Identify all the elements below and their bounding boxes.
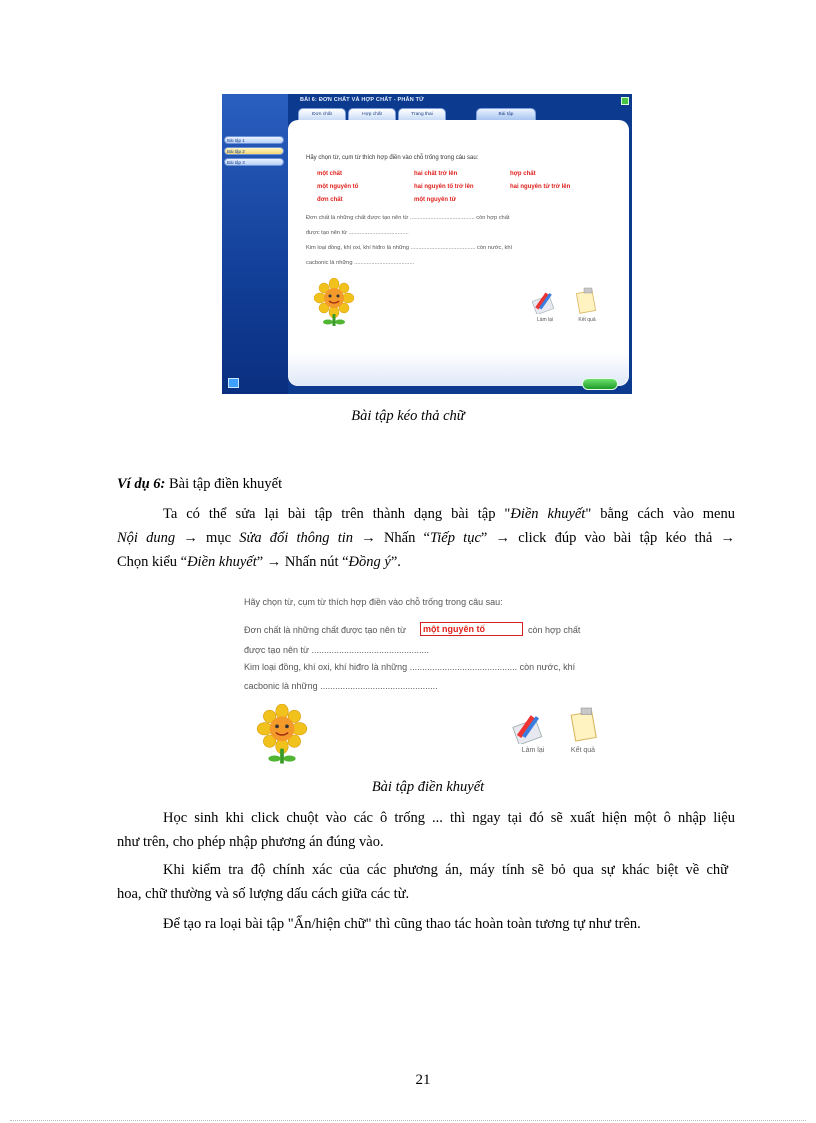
close-icon[interactable] — [621, 97, 629, 105]
text-span: ” → Nhấn nút “ — [256, 554, 349, 570]
answer-input[interactable]: một nguyên tố — [420, 622, 523, 636]
sidebar-item-exercise-3[interactable]: Bài tập 3 — [224, 158, 284, 166]
tab-compound[interactable]: Hợp chất — [348, 108, 396, 120]
paragraph-2-line-2: như trên, cho phép nhập phương án đúng vào. — [117, 834, 384, 850]
paragraph-3-line-1: Khi kiểm tra độ chính xác của các phương án, máy tính sẽ bỏ qua sự khác biệt về chữ — [163, 862, 728, 878]
result-icon[interactable] — [568, 704, 602, 746]
option-word[interactable]: hai nguyên tố trở lên — [414, 184, 474, 190]
next-button[interactable] — [582, 378, 618, 390]
question-text: Hãy chọn từ, cụm từ thích hợp điền vào chỗ trống trong câu sau: — [244, 597, 503, 607]
drag-drop-exercise-screenshot — [222, 94, 632, 394]
text-span: Chọn kiểu “ — [117, 554, 188, 570]
lesson-title: BÀI 6: ĐƠN CHẤT VÀ HỢP CHẤT - PHÂN TỬ — [300, 97, 424, 103]
sidebar-item-exercise-1[interactable]: Bài tập 1 — [224, 136, 284, 144]
text-span: Đồng ý — [348, 554, 391, 570]
text-span: ”. — [390, 554, 401, 570]
text-span: " bằng cách vào menu — [585, 506, 735, 522]
paragraph-1-line-2 — [117, 530, 735, 547]
text-span: Tiếp tục — [430, 530, 481, 546]
text-span: ” → click đúp vào bài tập kéo thả → — [480, 530, 736, 546]
paragraph-3-line-2: hoa, chữ thường và số lượng dấu cách giữa các từ. — [117, 886, 410, 902]
text-span: Điền khuyết — [187, 554, 257, 570]
sentence-line: được tạo nên từ ............................................... — [244, 645, 430, 655]
sunflower-icon — [254, 704, 310, 766]
text-span: → Nhấn “ — [353, 530, 430, 546]
sentence-line: cacbonic là những ...................................... — [306, 260, 415, 266]
text-span: Điền khuyết — [510, 506, 586, 522]
tab-status[interactable]: Trang thai — [398, 108, 446, 120]
option-word[interactable]: hai chất trở lên — [414, 171, 458, 177]
sunflower-icon — [314, 278, 354, 328]
sentence-line: Kim loại đồng, khí oxi, khí hiđro là những ........................................... còn nước, khí — [244, 662, 576, 672]
tab-element[interactable]: Đơn chất — [298, 108, 346, 120]
option-word[interactable]: một nguyên tử — [414, 197, 457, 203]
redo-button-label[interactable]: Làm lại — [536, 317, 554, 323]
paragraph-2-line-1: Học sinh khi click chuột vào các ô trống ... thì ngay tại đó sẽ xuất hiện một ô nhập liệu — [163, 810, 735, 826]
text-span: → mục — [175, 530, 240, 546]
sentence-line: cacbonic là những ............................................... — [244, 681, 438, 691]
result-icon[interactable] — [574, 286, 600, 316]
figure-caption-2: Bài tập điền khuyết — [371, 779, 485, 795]
tab-exercise[interactable]: Bài tập — [476, 108, 536, 120]
sentence-line: Kim loại đồng, khí oxi, khí hiđro là những ......................................... còn nước, khí — [306, 245, 513, 251]
paragraph-4: Để tạo ra loại bài tập "Ẩn/hiện chữ" thì cũng thao tác hoàn toàn tương tự như trên. — [163, 916, 641, 932]
page-number: 21 — [415, 1072, 431, 1088]
figure-caption-1: Bài tập kéo thả chữ — [351, 408, 465, 424]
example-label: Ví dụ 6: — [117, 476, 166, 492]
option-word[interactable]: đơn chất — [317, 197, 343, 203]
text-span: Sửa đổi thông tin — [239, 530, 354, 546]
footer-divider — [10, 1120, 806, 1121]
redo-button-label[interactable]: Làm lại — [521, 747, 545, 754]
sidebar-item-exercise-2[interactable]: Bài tập 2 — [224, 147, 284, 155]
result-button-label[interactable]: Kết quả — [570, 747, 596, 754]
redo-icon[interactable] — [512, 712, 548, 744]
text-span: Nội dung — [117, 530, 176, 546]
example-title: Bài tập điền khuyết — [165, 476, 283, 492]
sentence-line: còn hợp chất — [528, 625, 581, 635]
sentence-line: Đơn chất là những chất được tạo nên từ ......................................... còn hợp chất — [306, 215, 510, 221]
option-word[interactable]: một nguyên tố — [317, 184, 359, 190]
redo-icon[interactable] — [532, 290, 558, 314]
option-word[interactable]: hợp chất — [510, 171, 536, 177]
paragraph-1-line-3 — [117, 554, 401, 571]
home-icon[interactable] — [228, 378, 239, 388]
paragraph-1-line-1 — [163, 506, 735, 523]
sentence-line: Đơn chất là những chất được tạo nên từ — [244, 625, 406, 635]
option-word[interactable]: một chất — [317, 171, 343, 177]
sentence-line: được tạo nên từ ...................................... — [306, 230, 409, 236]
option-word[interactable]: hai nguyên tử trở lên — [510, 184, 571, 190]
card-footer — [288, 352, 629, 386]
text-span: Ta có thể sửa lại bài tập trên thành dạng bài tập " — [163, 506, 511, 522]
example-heading — [117, 476, 282, 493]
question-text: Hãy chọn từ, cụm từ thích hợp điền vào chỗ trống trong câu sau: — [306, 155, 479, 161]
result-button-label[interactable]: Kết quả — [578, 317, 596, 323]
fill-in-blank-screenshot — [232, 590, 604, 768]
